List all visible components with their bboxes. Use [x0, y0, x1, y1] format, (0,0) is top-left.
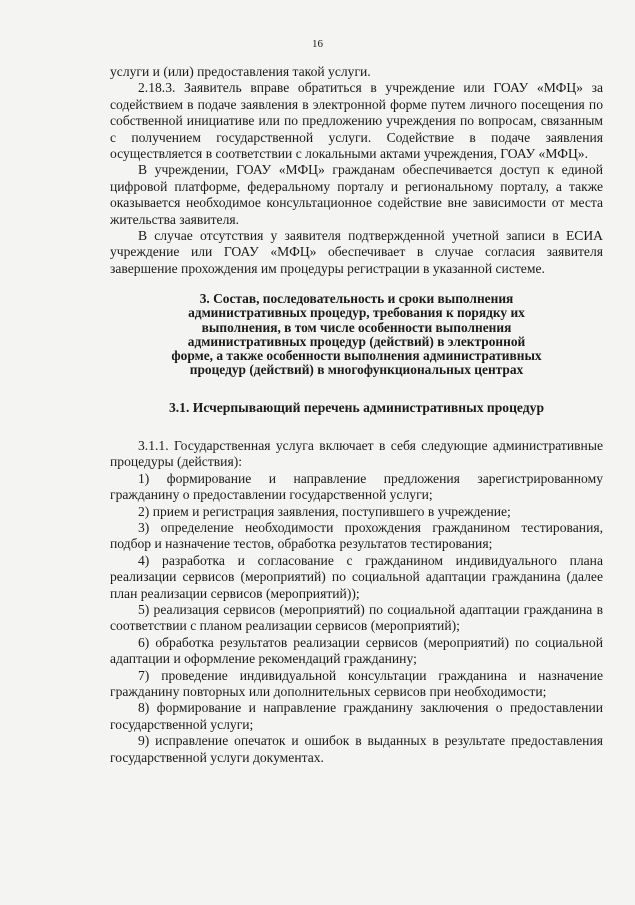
list-item: 1) формирование и направление предложения зарегистрированному гражданину о предоставлении государственной услуги;	[110, 470, 603, 503]
spacer	[110, 416, 603, 438]
list-item: 6) обработка результатов реализации сервисов (мероприятий) по социальной адаптации и оформление рекомендаций гражданину;	[110, 634, 603, 667]
section-heading-line: процедур (действий) в многофункциональных центрах	[189, 362, 524, 378]
paragraph: 2.18.3. Заявитель вправе обратиться в учреждение или ГОАУ «МФЦ» за содействием в подаче заявления в электронной форме путем личного посещения по собственной инициативе или по предложению учреждения по вопросам, связанным с получением государственной услуги. Содействие в подаче заявления осуществляется в соответствии с локальными актами учреждения, ГОАУ «МФЦ».	[110, 80, 603, 162]
section-heading-line: административных процедур, требования к порядку их	[188, 305, 525, 321]
document-body	[110, 64, 603, 766]
list-item: 3) определение необходимости прохождения гражданином тестирования, подбор и назначение тестов, обработка результатов тестирования;	[110, 519, 603, 552]
list-item: 8) формирование и направление гражданину заключения о предоставлении государственной услуги;	[110, 700, 603, 732]
section-heading-line: административных процедур (действий) в электронной	[187, 333, 526, 349]
list-item: 4) разработка и согласование с гражданином индивидуального плана реализации сервисов (мероприятий) по социальной адаптации гражданина (далее план реализации сервисов (мероприятий));	[110, 552, 603, 601]
list-item: 7) проведение индивидуальной консультации гражданина и назначение гражданину повторных или дополнительных сервисов при необходимости;	[110, 667, 603, 699]
paragraph: услуги и (или) предоставления такой услуги.	[110, 64, 371, 79]
paragraph: В случае отсутствия у заявителя подтвержденной учетной записи в ЕСИА учреждение или ГОАУ «МФЦ» обеспечивает в случае согласия заявителя завершение прохождения им процедуры регистрации в указанной системе.	[110, 228, 603, 276]
page-number: 16	[312, 38, 323, 50]
section-heading-line: 3. Состав, последовательность и сроки выполнения	[199, 291, 514, 307]
section-heading	[110, 292, 603, 377]
section-heading-line: выполнения, в том числе особенности выполнения	[201, 319, 512, 335]
subsection-heading: 3.1. Исчерпывающий перечень административных процедур	[168, 399, 545, 415]
list-item: 9) исправление опечаток и ошибок в выданных в результате предоставления государственной услуги документах.	[110, 733, 603, 765]
section-heading-line: форме, а также особенности выполнения административных	[171, 348, 542, 364]
list-item: 5) реализация сервисов (мероприятий) по социальной адаптации гражданина в соответствии с планом реализации сервисов (мероприятий);	[110, 601, 603, 634]
list-item: 2) прием и регистрация заявления, поступившего в учреждение;	[138, 503, 511, 519]
paragraph: 3.1.1. Государственная услуга включает в себя следующие административные процедуры (действия):	[110, 437, 603, 470]
paragraph: В учреждении, ГОАУ «МФЦ» гражданам обеспечивается доступ к единой цифровой платформе, федеральному порталу и региональному порталу, а также оказывается необходимое консультационное содействие вне зависимости от места жительства заявителя.	[110, 162, 603, 227]
